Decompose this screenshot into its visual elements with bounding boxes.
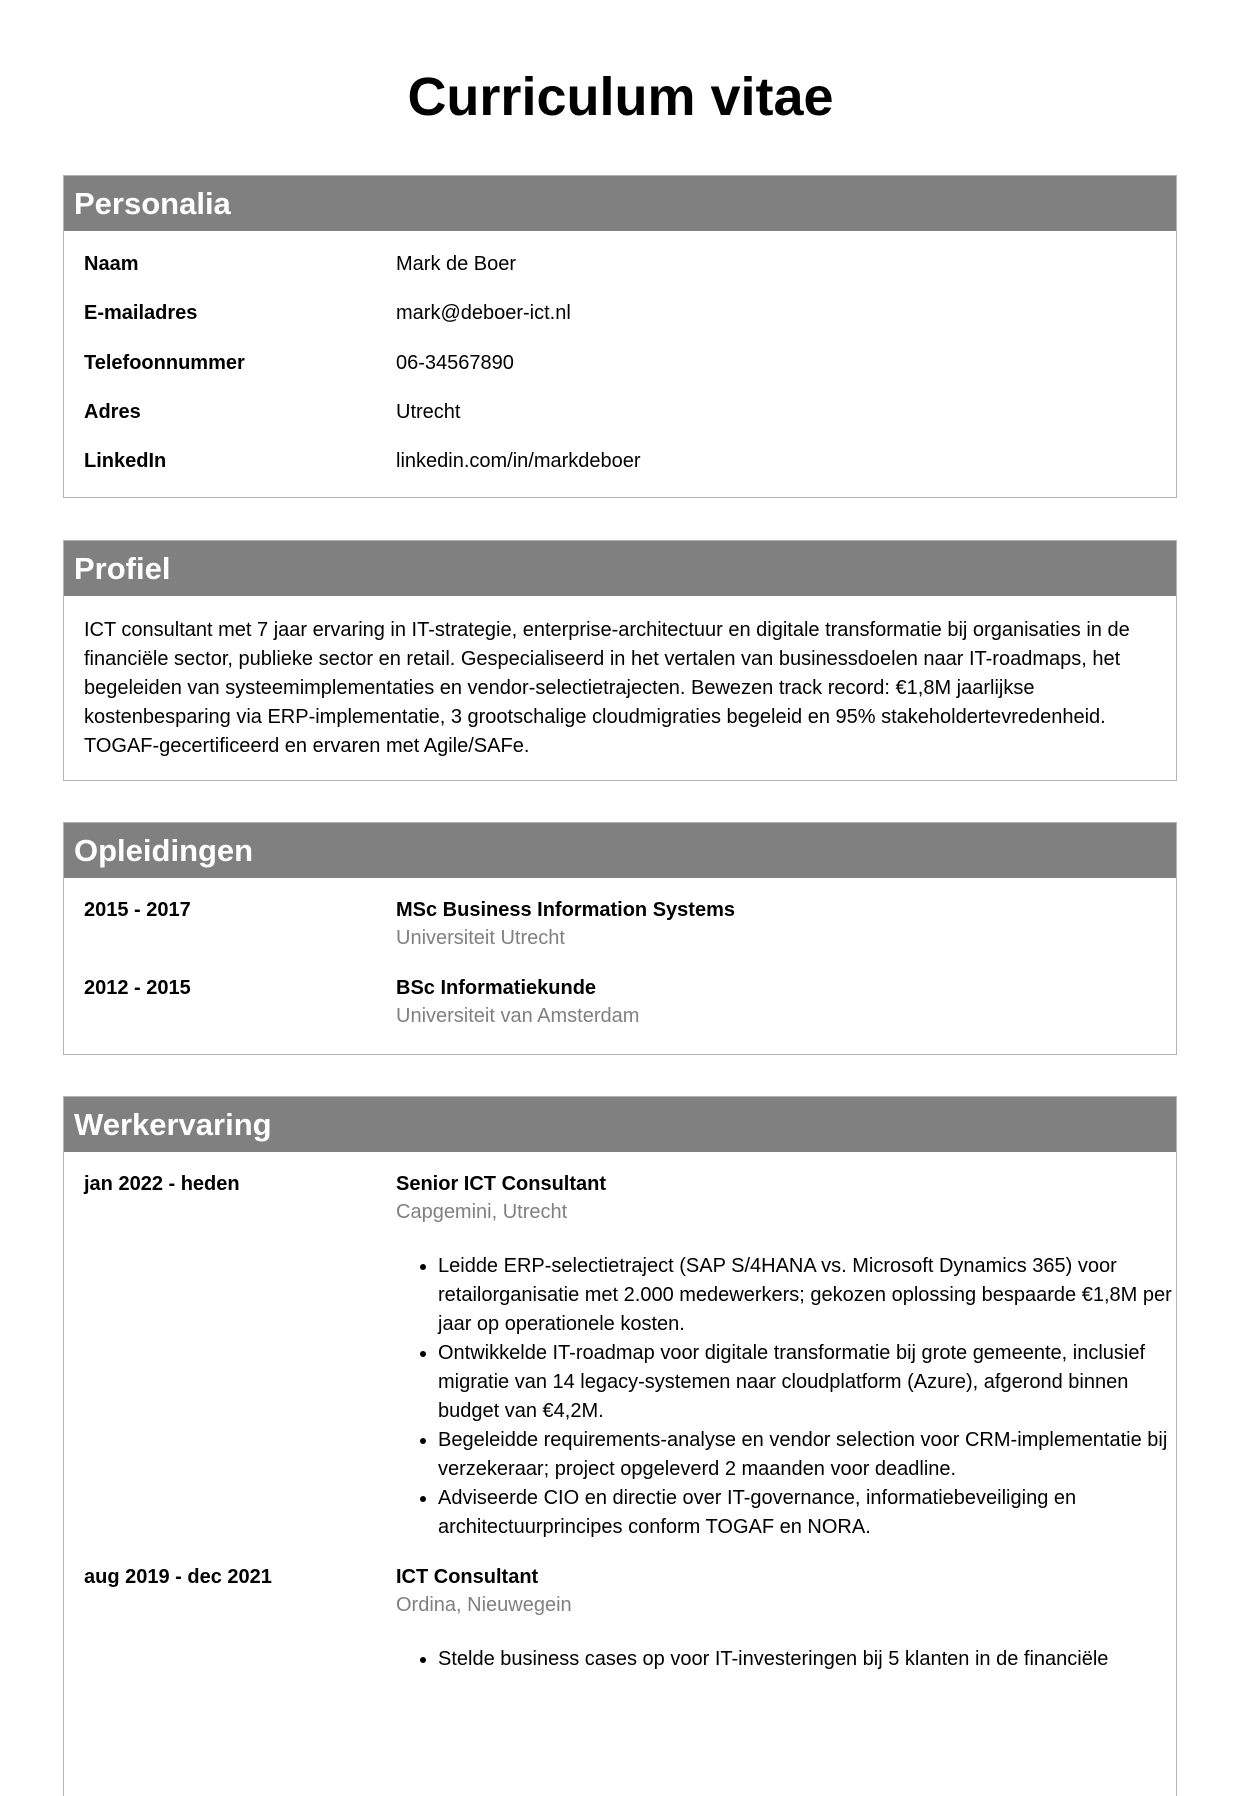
value-naam: Mark de Boer bbox=[396, 253, 517, 275]
section-personalia bbox=[63, 175, 1177, 498]
value-email: mark@deboer-ict.nl bbox=[396, 302, 571, 324]
value-telefoon: 06-34567890 bbox=[396, 352, 514, 374]
education-period: 2012 - 2015 bbox=[84, 977, 191, 999]
education-degree: BSc Informatiekunde bbox=[396, 977, 597, 999]
job-bullet: • Stelde business cases op voor IT-investeringen bij 5 klanten in de financiële bbox=[438, 1645, 1178, 1674]
job-period: jan 2022 - heden bbox=[84, 1173, 240, 1195]
job-bullet-list bbox=[396, 1252, 1178, 1542]
label-linkedin: LinkedIn bbox=[84, 450, 167, 472]
job-role: ICT Consultant bbox=[396, 1566, 539, 1588]
label-naam: Naam bbox=[84, 253, 139, 275]
profile-summary: ICT consultant met 7 jaar ervaring in IT-strategie, enterprise-architectuur en digitale transformatie bij organisaties in de financiële sector, publieke sector en retail. Gespecialiseerd in het vertalen van businessdoelen naar IT-roadmaps, het begeleiden van systeemimplementaties en vendor-selectietrajecten. Bewezen track record: €1,8M jaarlijkse kostenbesparing via ERP-implementatie, 3 grootschalige cloudmigraties begeleid en 95% stakeholdertevredenheid. TOGAF-gecertificeerd en ervaren met Agile/SAFe. bbox=[84, 619, 1130, 757]
section-heading-personalia: Personalia bbox=[64, 176, 1176, 231]
section-heading-werkervaring: Werkervaring bbox=[64, 1097, 1176, 1152]
label-adres: Adres bbox=[84, 401, 141, 423]
job-period: aug 2019 - dec 2021 bbox=[84, 1566, 272, 1588]
job-role: Senior ICT Consultant bbox=[396, 1173, 606, 1195]
section-heading-profiel: Profiel bbox=[64, 541, 1176, 596]
value-adres: Utrecht bbox=[396, 401, 461, 423]
label-email: E-mailadres bbox=[84, 302, 198, 324]
section-profiel bbox=[63, 540, 1177, 781]
education-institution: Universiteit van Amsterdam bbox=[396, 1005, 640, 1027]
label-telefoon: Telefoonnummer bbox=[84, 352, 245, 374]
job-bullet: • Ontwikkelde IT-roadmap voor digitale transformatie bij grote gemeente, inclusief migratie van 14 legacy-systemen naar cloudplatform (Azure), afgerond binnen budget van €4,2M. bbox=[438, 1339, 1178, 1426]
education-period: 2015 - 2017 bbox=[84, 899, 191, 921]
job-company: Ordina, Nieuwegein bbox=[396, 1594, 572, 1616]
section-opleidingen bbox=[63, 822, 1177, 1055]
job-bullet-list bbox=[396, 1645, 1178, 1674]
education-institution: Universiteit Utrecht bbox=[396, 927, 565, 949]
section-werkervaring bbox=[63, 1096, 1177, 1796]
value-linkedin: linkedin.com/in/markdeboer bbox=[396, 450, 641, 472]
job-bullet: • Adviseerde CIO en directie over IT-governance, informatiebeveiliging en architectuurprincipes conform TOGAF en NORA. bbox=[438, 1484, 1178, 1542]
job-bullet: • Begeleidde requirements-analyse en vendor selection voor CRM-implementatie bij verzekeraar; project opgeleverd 2 maanden voor deadline. bbox=[438, 1426, 1178, 1484]
education-degree: MSc Business Information Systems bbox=[396, 899, 735, 921]
section-heading-opleidingen: Opleidingen bbox=[64, 823, 1176, 878]
job-bullet: • Leidde ERP-selectietraject (SAP S/4HANA vs. Microsoft Dynamics 365) voor retailorganisatie met 2.000 medewerkers; gekozen oplossing bespaarde €1,8M per jaar op operationele kosten. bbox=[438, 1252, 1178, 1339]
document-title: Curriculum vitae bbox=[407, 67, 834, 127]
job-company: Capgemini, Utrecht bbox=[396, 1201, 568, 1223]
